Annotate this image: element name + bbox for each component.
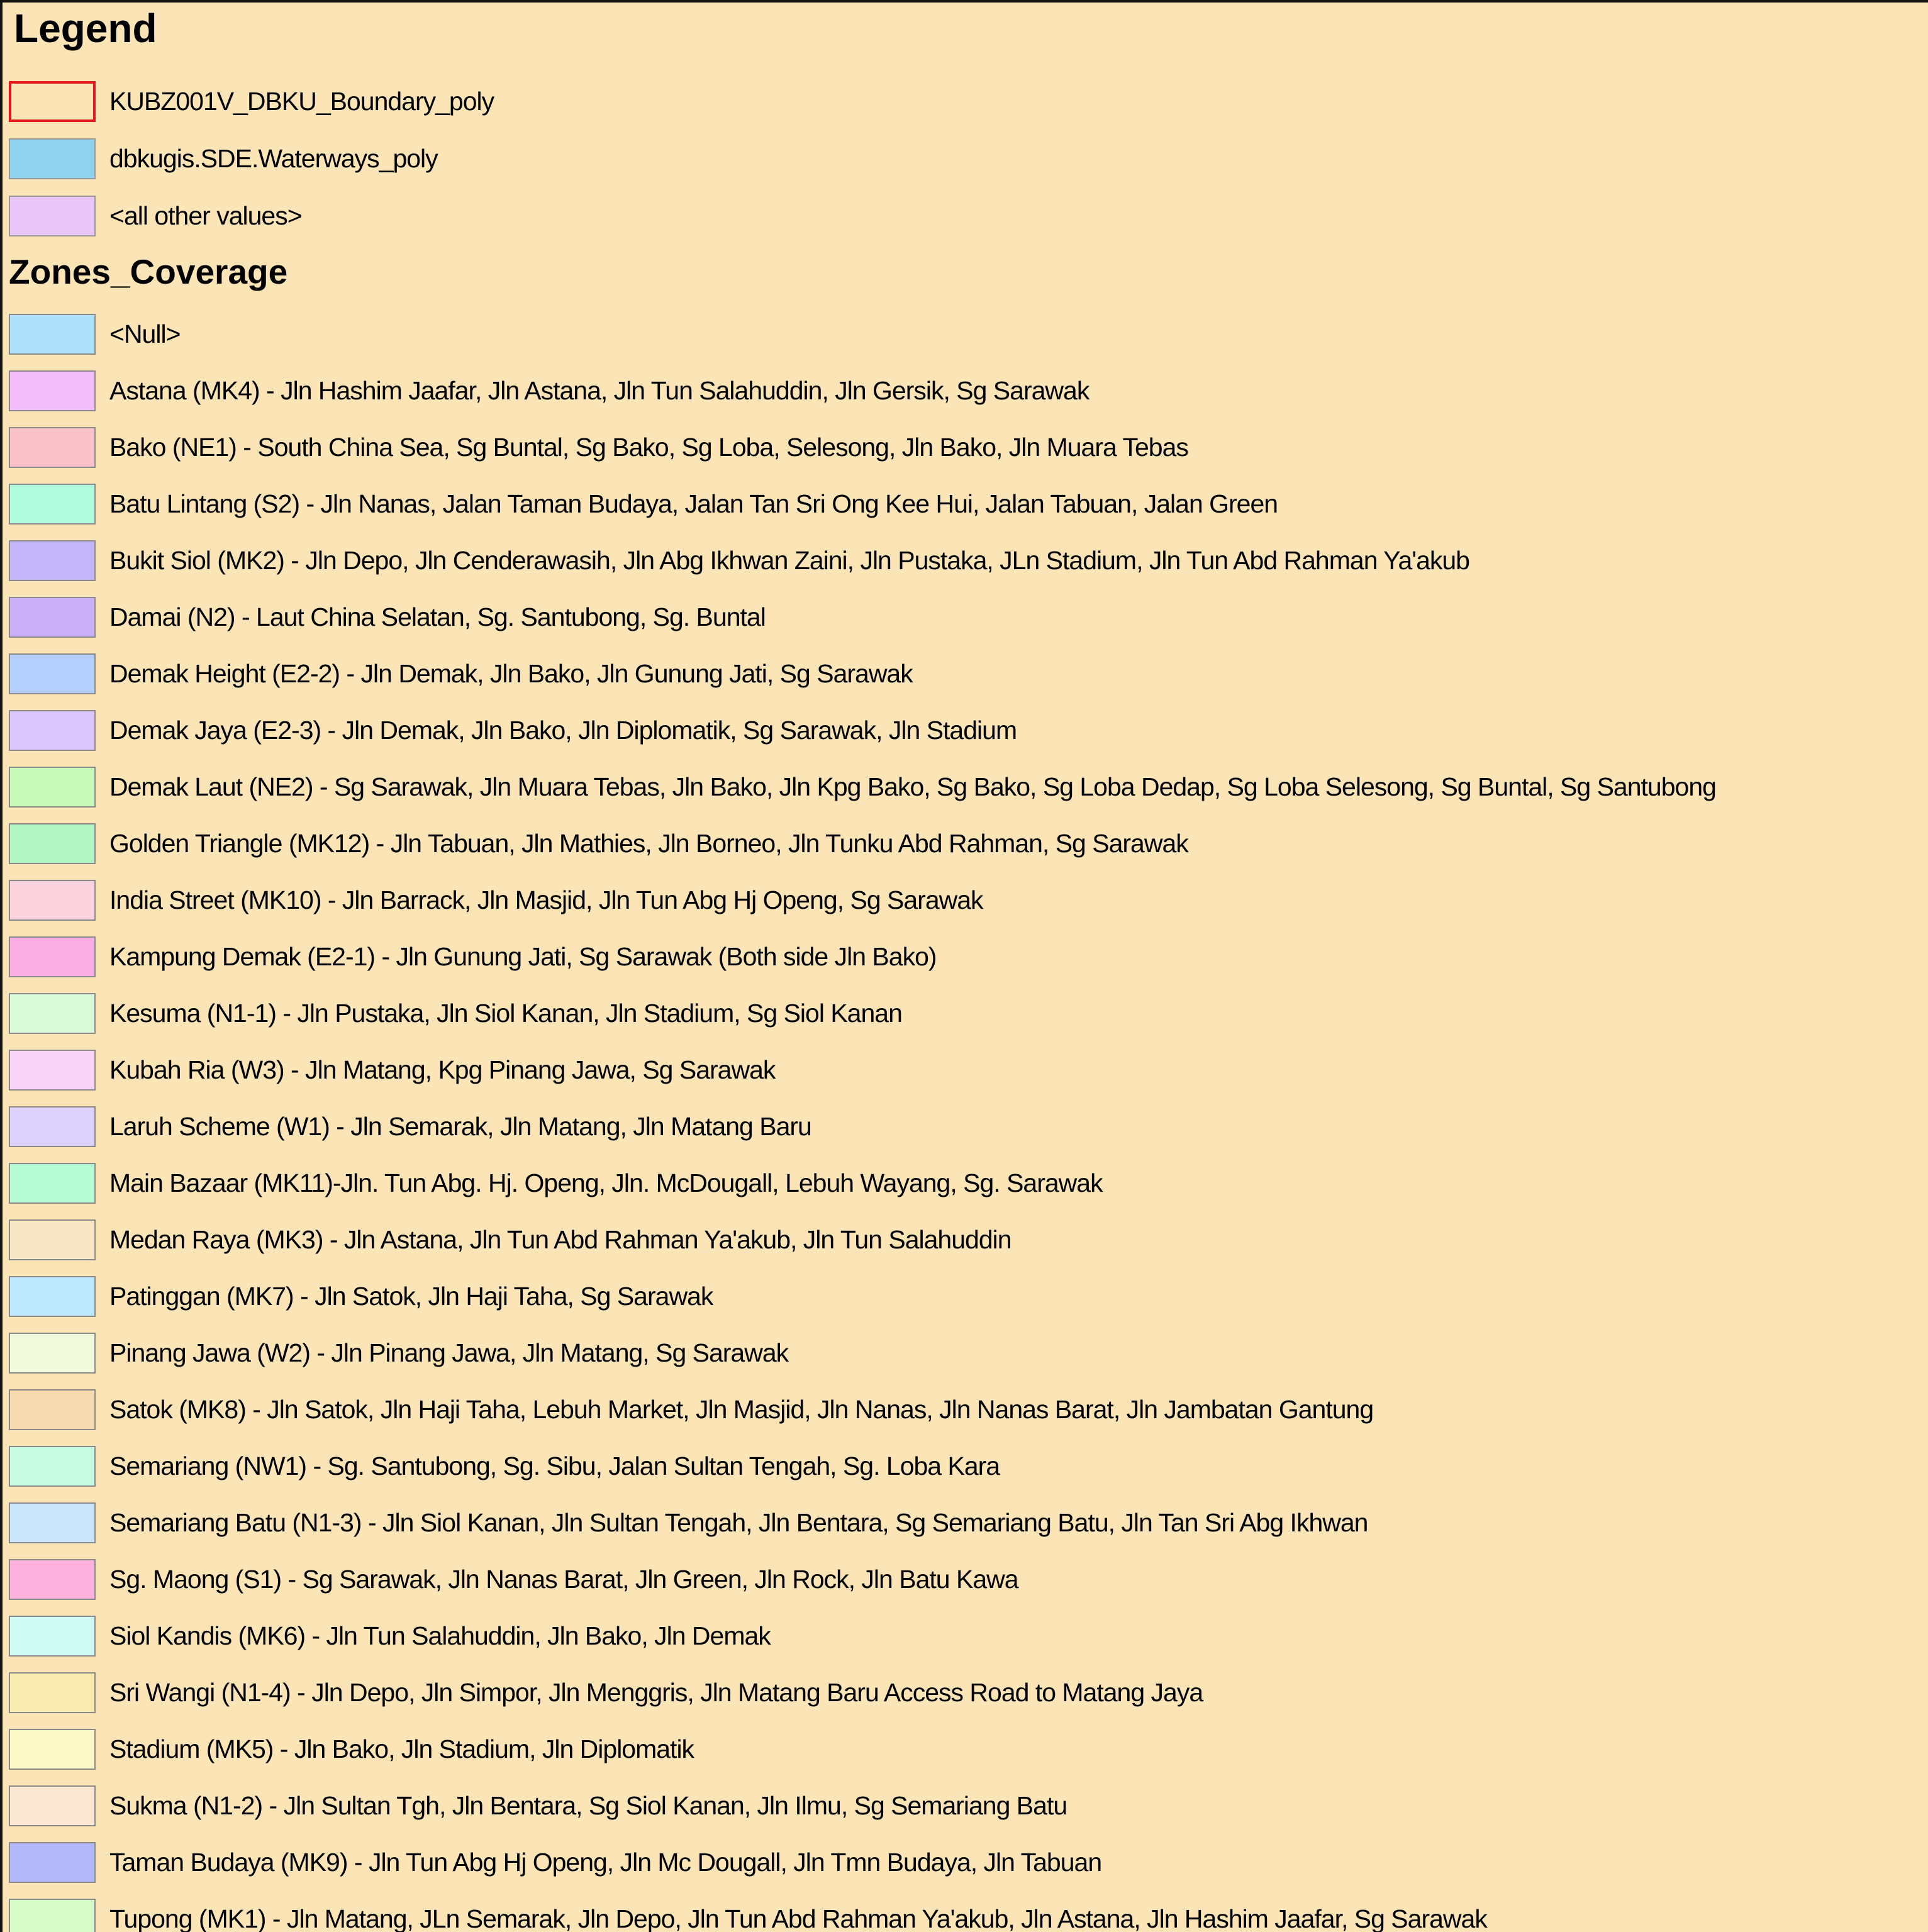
color-swatch-icon [9, 1842, 96, 1883]
legend-row-label: Semariang Batu (N1-3) - Jln Siol Kanan, Jln Sultan Tengah, Jln Bentara, Sg Semariang Batu, Jln Tan Sri Abg Ikhwan [109, 1508, 1368, 1537]
legend-row-label: Kampung Demak (E2-1) - Jln Gunung Jati, Sg Sarawak (Both side Jln Bako) [109, 942, 937, 971]
legend-row-zone-7 [3, 710, 1928, 751]
legend-row-label: Tupong (MK1) - Jln Matang, JLn Semarak, Jln Depo, Jln Tun Abd Rahman Ya'akub, Jln Astana, Jln Hashim Jaafar, Sg Sarawak [109, 1904, 1487, 1932]
legend-row-label: Sri Wangi (N1-4) - Jln Depo, Jln Simpor, Jln Menggris, Jln Matang Baru Access Road to Matang Jaya [109, 1678, 1203, 1707]
legend-row-label: Sg. Maong (S1) - Sg Sarawak, Jln Nanas Barat, Jln Green, Jln Rock, Jln Batu Kawa [109, 1565, 1018, 1594]
color-swatch-icon [9, 936, 96, 977]
legend-row-label: Pinang Jawa (W2) - Jln Pinang Jawa, Jln Matang, Sg Sarawak [109, 1338, 789, 1367]
legend-row-label: Damai (N2) - Laut China Selatan, Sg. Santubong, Sg. Buntal [109, 602, 766, 631]
color-swatch-icon [9, 1899, 96, 1932]
color-swatch-icon [9, 1219, 96, 1260]
color-swatch-icon [9, 653, 96, 694]
legend-row-zone-24 [3, 1672, 1928, 1713]
legend-row-label: Golden Triangle (MK12) - Jln Tabuan, Jln Mathies, Jln Borneo, Jln Tunku Abd Rahman, Sg Sarawak [109, 829, 1188, 858]
color-swatch-icon [9, 1672, 96, 1713]
legend-row-zone-27 [3, 1842, 1928, 1883]
legend-row-label: Bako (NE1) - South China Sea, Sg Buntal, Sg Bako, Sg Loba, Selesong, Jln Bako, Jln Muara Tebas [109, 433, 1188, 462]
legend-row-zone-15 [3, 1163, 1928, 1204]
legend-row-zone-4 [3, 540, 1928, 581]
legend-title: Legend [14, 6, 157, 51]
color-swatch-icon [9, 1333, 96, 1374]
legend-row-label: Semariang (NW1) - Sg. Santubong, Sg. Sibu, Jalan Sultan Tengah, Sg. Loba Kara [109, 1452, 1000, 1480]
legend-row-label: Taman Budaya (MK9) - Jln Tun Abg Hj Openg, Jln Mc Dougall, Jln Tmn Budaya, Jln Tabuan [109, 1848, 1102, 1877]
legend-row-label: Satok (MK8) - Jln Satok, Jln Haji Taha, Lebuh Market, Jln Masjid, Jln Nanas, Jln Nanas Barat, Jln Jambatan Gantung [109, 1395, 1374, 1424]
color-swatch-icon [9, 597, 96, 638]
legend-row-label: KUBZ001V_DBKU_Boundary_poly [109, 87, 494, 116]
legend-row-label: <Null> [109, 319, 181, 348]
legend-row-zone-3 [3, 484, 1928, 525]
legend-row-label: dbkugis.SDE.Waterways_poly [109, 144, 438, 173]
color-swatch-icon [9, 1446, 96, 1487]
color-swatch-icon [9, 1616, 96, 1657]
legend-row-zone-26 [3, 1785, 1928, 1826]
legend-row-zone-10 [3, 880, 1928, 921]
legend-row-label: Medan Raya (MK3) - Jln Astana, Jln Tun Abd Rahman Ya'akub, Jln Tun Salahuddin [109, 1225, 1011, 1254]
color-swatch-icon [9, 314, 96, 355]
color-swatch-icon [9, 427, 96, 468]
color-swatch-icon [9, 1276, 96, 1317]
legend-row-label: Kesuma (N1-1) - Jln Pustaka, Jln Siol Kanan, Jln Stadium, Sg Siol Kanan [109, 999, 902, 1028]
color-swatch-icon [9, 880, 96, 921]
legend-row-zone-9 [3, 823, 1928, 864]
color-swatch-icon [9, 823, 96, 864]
legend-row-layer-2 [3, 196, 1928, 236]
legend-row-label: Demak Laut (NE2) - Sg Sarawak, Jln Muara Tebas, Jln Bako, Jln Kpg Bako, Sg Bako, Sg Loba Dedap, Sg Loba Selesong, Sg Buntal, Sg Santubong [109, 772, 1716, 801]
legend-row-label: Astana (MK4) - Jln Hashim Jaafar, Jln Astana, Jln Tun Salahuddin, Jln Gersik, Sg Sarawak [109, 376, 1089, 405]
legend-row-zone-1 [3, 370, 1928, 411]
color-swatch-icon [9, 710, 96, 751]
legend-row-zone-0 [3, 314, 1928, 355]
legend-row-zone-8 [3, 767, 1928, 808]
legend-row-zone-21 [3, 1502, 1928, 1543]
zones-coverage-heading: Zones_Coverage [9, 252, 288, 291]
legend-row-zone-5 [3, 597, 1928, 638]
color-swatch-icon [9, 1389, 96, 1430]
legend-row-layer-0 [3, 81, 1928, 122]
legend-row-zone-17 [3, 1276, 1928, 1317]
color-swatch-icon [9, 1163, 96, 1204]
legend-row-zone-23 [3, 1616, 1928, 1657]
legend-row-zone-11 [3, 936, 1928, 977]
color-swatch-icon [9, 370, 96, 411]
legend-row-zone-2 [3, 427, 1928, 468]
legend-row-label: Patinggan (MK7) - Jln Satok, Jln Haji Taha, Sg Sarawak [109, 1282, 713, 1311]
legend-row-label: Stadium (MK5) - Jln Bako, Jln Stadium, Jln Diplomatik [109, 1735, 694, 1763]
legend-row-label: Batu Lintang (S2) - Jln Nanas, Jalan Taman Budaya, Jalan Tan Sri Ong Kee Hui, Jalan Tabuan, Jalan Green [109, 489, 1278, 518]
color-swatch-icon [9, 81, 96, 122]
color-swatch-icon [9, 196, 96, 236]
legend-row-label: Demak Jaya (E2-3) - Jln Demak, Jln Bako, Jln Diplomatik, Sg Sarawak, Jln Stadium [109, 716, 1017, 745]
legend-row-zone-16 [3, 1219, 1928, 1260]
legend-row-zone-19 [3, 1389, 1928, 1430]
legend-row-zone-22 [3, 1559, 1928, 1600]
legend-row-label: Demak Height (E2-2) - Jln Demak, Jln Bako, Jln Gunung Jati, Sg Sarawak [109, 659, 913, 688]
color-swatch-icon [9, 1050, 96, 1091]
legend-row-zone-20 [3, 1446, 1928, 1487]
legend-row-label: Bukit Siol (MK2) - Jln Depo, Jln Cenderawasih, Jln Abg Ikhwan Zaini, Jln Pustaka, JLn Stadium, Jln Tun Abd Rahman Ya'akub [109, 546, 1469, 575]
legend-row-layer-1 [3, 138, 1928, 179]
color-swatch-icon [9, 1106, 96, 1147]
legend-row-label: Kubah Ria (W3) - Jln Matang, Kpg Pinang Jawa, Sg Sarawak [109, 1055, 776, 1084]
color-swatch-icon [9, 138, 96, 179]
legend-row-label: Siol Kandis (MK6) - Jln Tun Salahuddin, Jln Bako, Jln Demak [109, 1621, 771, 1650]
legend-row-label: Sukma (N1-2) - Jln Sultan Tgh, Jln Bentara, Sg Siol Kanan, Jln Ilmu, Sg Semariang Batu [109, 1791, 1067, 1820]
legend-row-zone-13 [3, 1050, 1928, 1091]
color-swatch-icon [9, 1785, 96, 1826]
legend-row-zone-25 [3, 1729, 1928, 1770]
legend-row-zone-12 [3, 993, 1928, 1034]
color-swatch-icon [9, 540, 96, 581]
color-swatch-icon [9, 993, 96, 1034]
legend-row-zone-28 [3, 1899, 1928, 1932]
legend-row-label: Main Bazaar (MK11)-Jln. Tun Abg. Hj. Openg, Jln. McDougall, Lebuh Wayang, Sg. Sarawak [109, 1169, 1103, 1197]
legend-row-label: <all other values> [109, 201, 302, 230]
legend-row-label: India Street (MK10) - Jln Barrack, Jln Masjid, Jln Tun Abg Hj Openg, Sg Sarawak [109, 886, 983, 914]
legend-row-zone-6 [3, 653, 1928, 694]
color-swatch-icon [9, 1559, 96, 1600]
legend-row-zone-18 [3, 1333, 1928, 1374]
legend-row-zone-14 [3, 1106, 1928, 1147]
color-swatch-icon [9, 767, 96, 808]
color-swatch-icon [9, 1502, 96, 1543]
legend-row-label: Laruh Scheme (W1) - Jln Semarak, Jln Matang, Jln Matang Baru [109, 1112, 811, 1141]
color-swatch-icon [9, 484, 96, 525]
color-swatch-icon [9, 1729, 96, 1770]
